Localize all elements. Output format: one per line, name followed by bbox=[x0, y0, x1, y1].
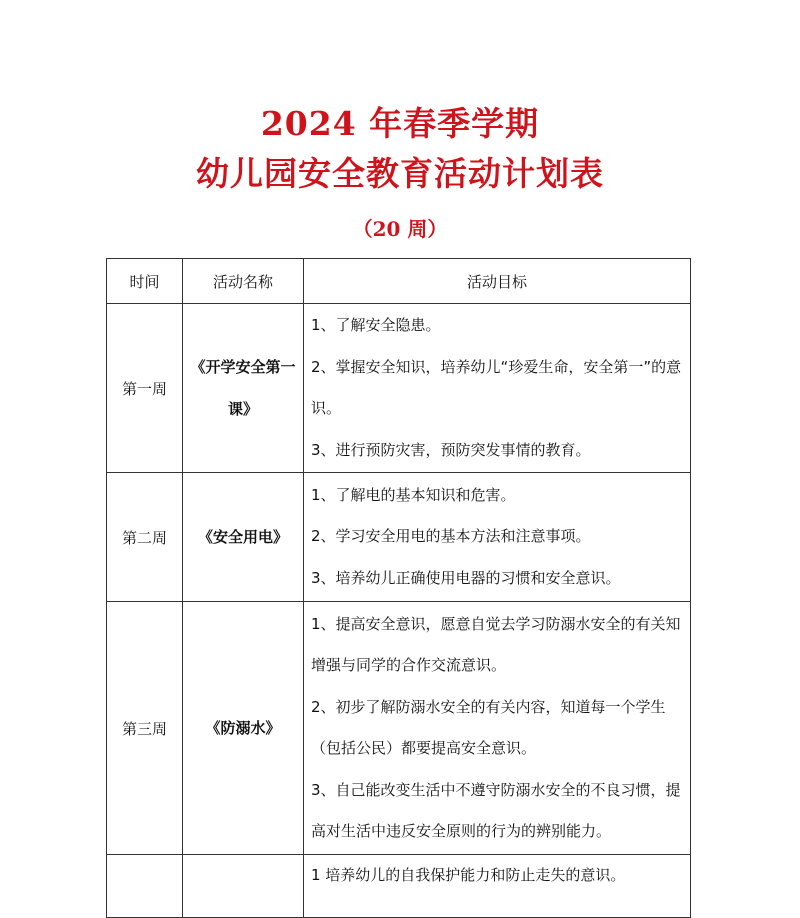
goal-item: 2、初步了解防溺水安全的有关内容，知道每一个学生（包括公民）都要提高安全意识。 bbox=[311, 697, 666, 757]
page-title-line1: 2024 年春季学期 bbox=[260, 104, 540, 143]
header-activity-goals: 活动目标 bbox=[304, 259, 691, 304]
activity-goals-cell bbox=[304, 473, 691, 602]
table-row bbox=[107, 473, 691, 602]
activity-goals-cell bbox=[304, 602, 691, 855]
activity-name-cell bbox=[183, 855, 304, 918]
activity-goals-cell bbox=[304, 304, 691, 473]
goal-item: 1 培养幼儿的自我保护能力和防止走失的意识。 bbox=[311, 866, 626, 884]
goal-item: 3、进行预防灾害，预防突发事情的教育。 bbox=[311, 440, 591, 459]
table-row bbox=[107, 855, 691, 918]
header-time: 时间 bbox=[107, 259, 183, 304]
goal-item: 2、学习安全用电的基本方法和注意事项。 bbox=[311, 527, 591, 546]
goal-item: 1、了解电的基本知识和危害。 bbox=[311, 485, 516, 504]
goal-item: 3、培养幼儿正确使用电器的习惯和安全意识。 bbox=[311, 568, 621, 587]
page-title-line2: 幼儿园安全教育活动计划表 bbox=[196, 154, 604, 193]
title-block bbox=[0, 100, 800, 244]
table-row bbox=[107, 304, 691, 473]
week-cell: 第三周 bbox=[107, 602, 183, 855]
week-cell bbox=[107, 855, 183, 918]
table-header-row bbox=[107, 259, 691, 304]
week-cell: 第二周 bbox=[107, 473, 183, 602]
activity-name-cell: 《防溺水》 bbox=[183, 602, 304, 855]
goal-item: 3、自己能改变生活中不遵守防溺水安全的不良习惯，提高对生活中违反安全原则的行为的辨别能力。 bbox=[311, 780, 681, 840]
page-subtitle: （20 周） bbox=[352, 217, 448, 241]
activity-plan-table bbox=[106, 258, 691, 918]
table-row bbox=[107, 602, 691, 855]
activity-name-cell: 《开学安全第一课》 bbox=[183, 304, 304, 473]
header-activity-name: 活动名称 bbox=[183, 259, 304, 304]
goal-item: 2、掌握安全知识，培养幼儿“珍爱生命，安全第一”的意识。 bbox=[311, 357, 682, 417]
week-cell: 第一周 bbox=[107, 304, 183, 473]
activity-name-cell: 《安全用电》 bbox=[183, 473, 304, 602]
goal-item: 1、提高安全意识，愿意自觉去学习防溺水安全的有关知增强与同学的合作交流意识。 bbox=[311, 614, 681, 674]
activity-goals-cell bbox=[304, 855, 691, 918]
goal-item: 1、了解安全隐患。 bbox=[311, 316, 441, 334]
